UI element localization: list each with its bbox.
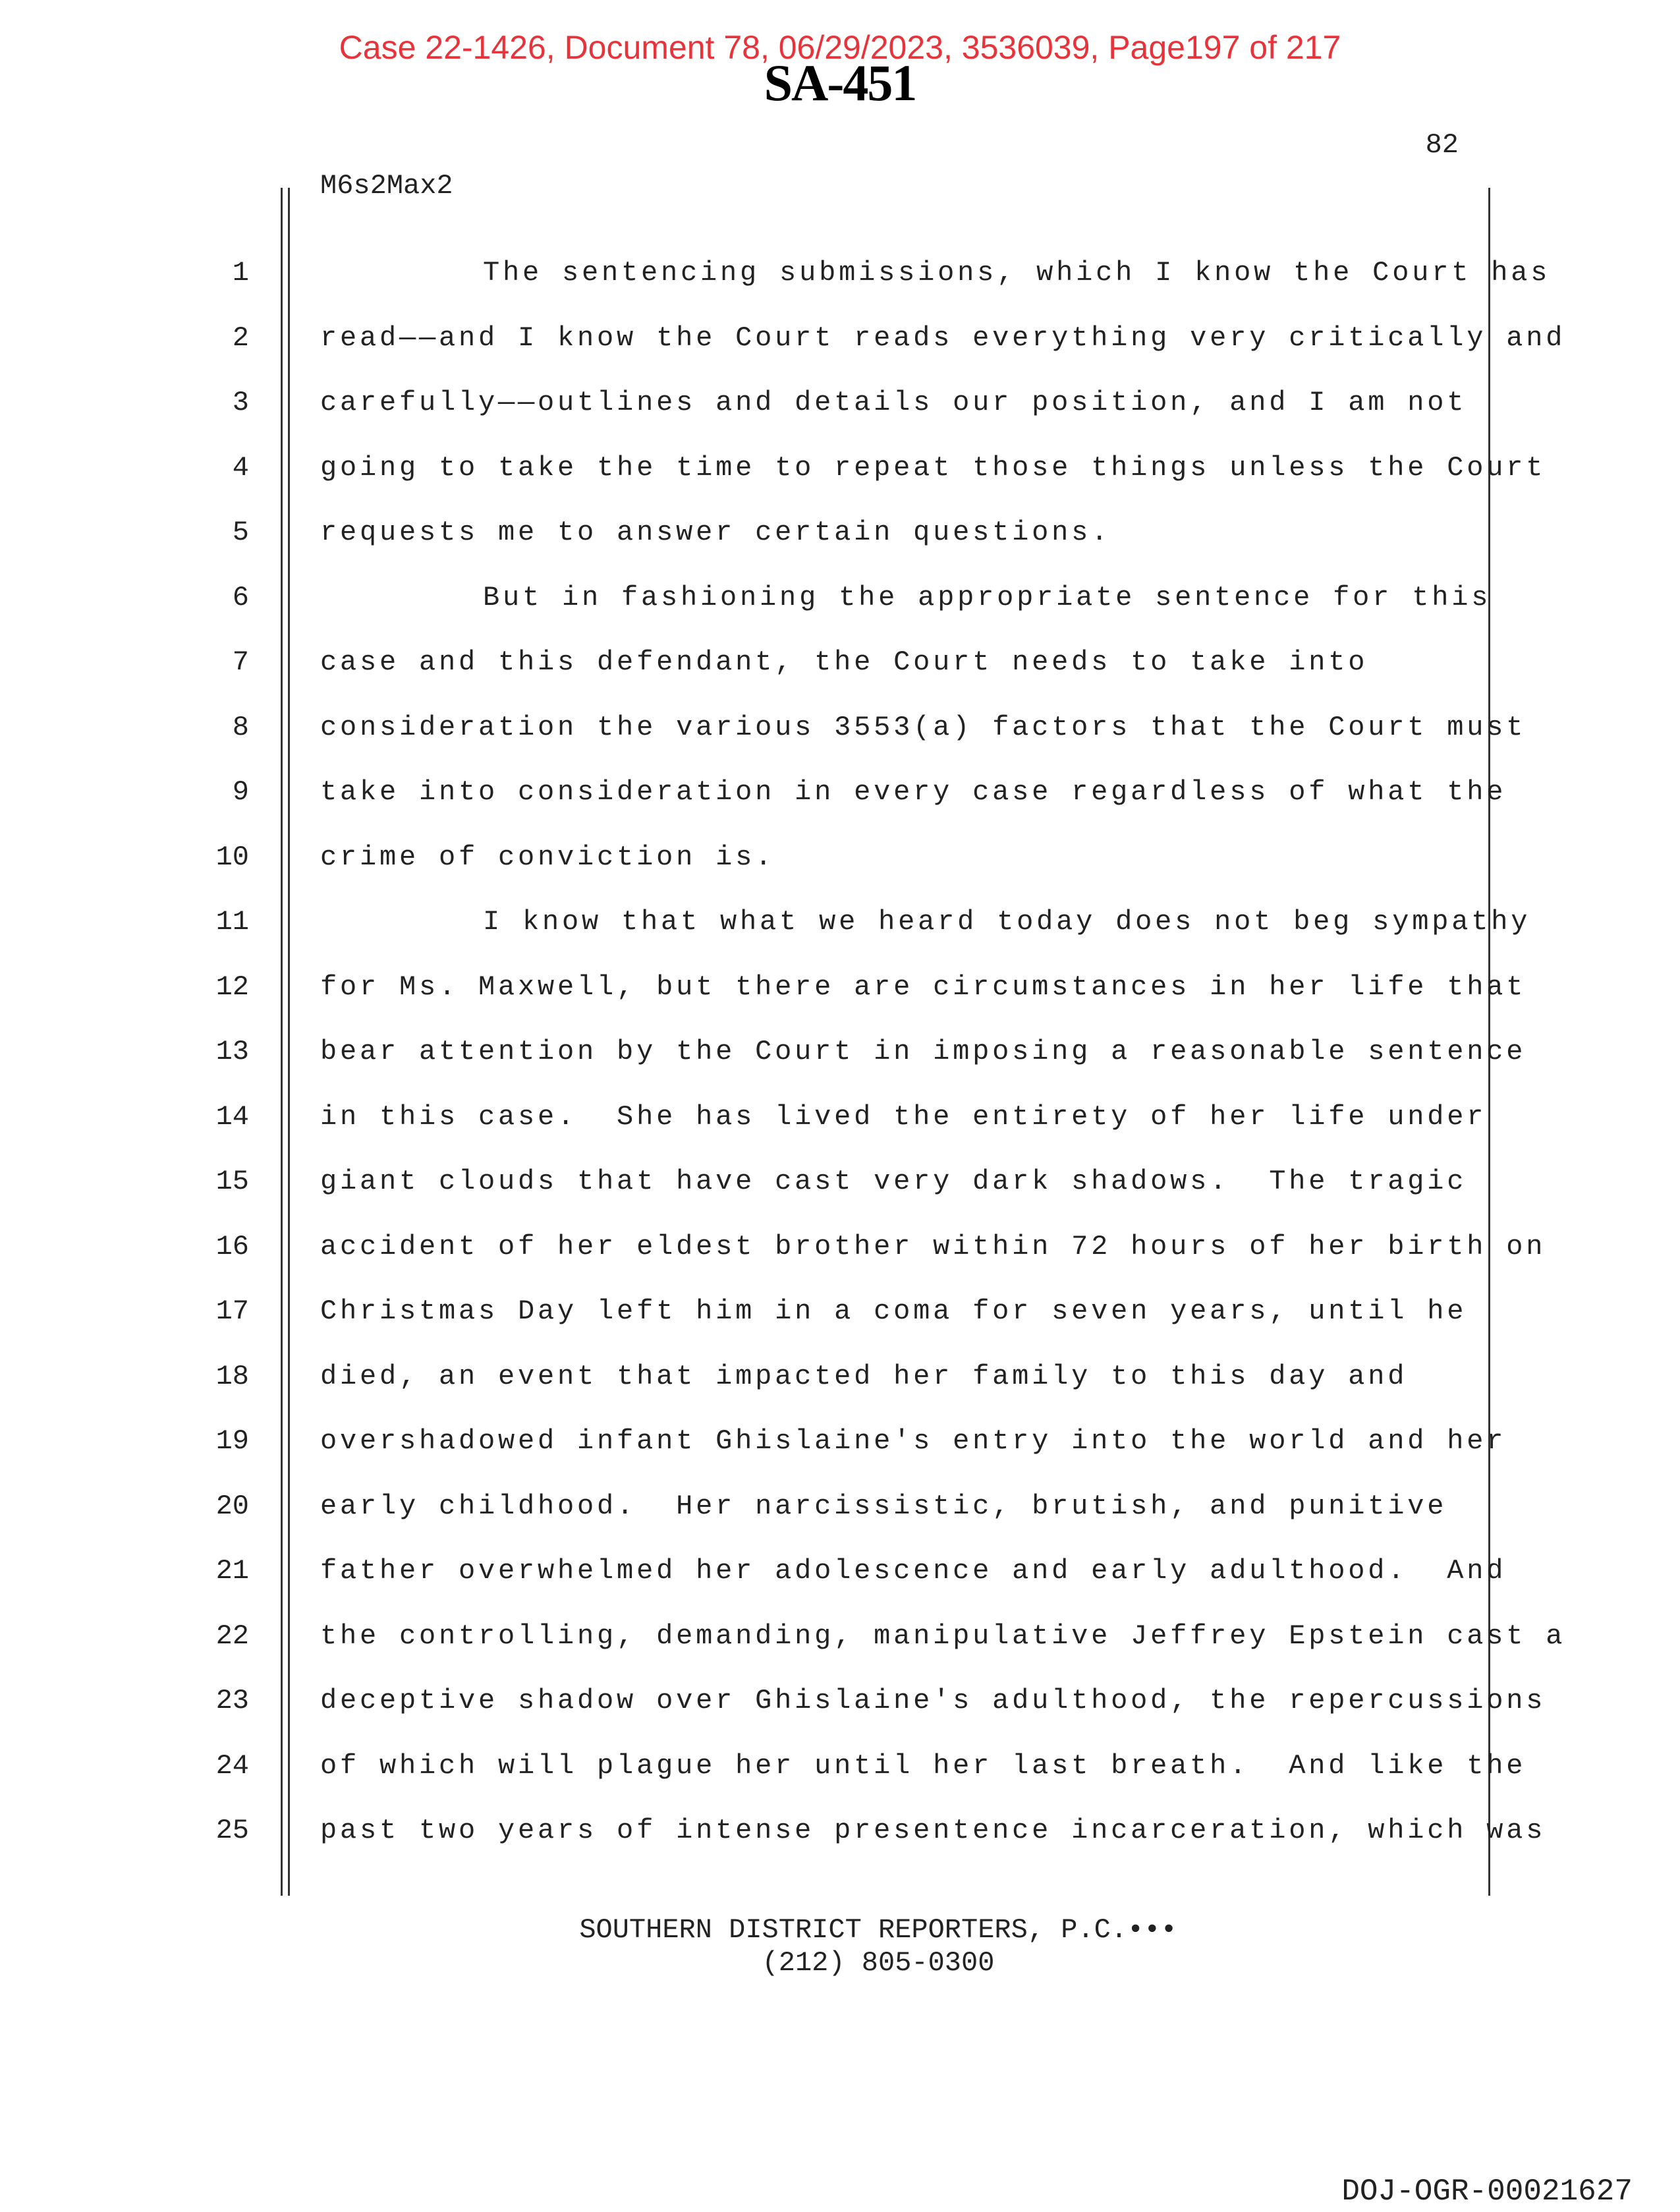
transcript-line: past two years of intense presentence incarceration, which was xyxy=(320,1815,1546,1846)
transcript-line: early childhood. Her narcissistic, brutish, and punitive xyxy=(320,1490,1447,1522)
line-number: 21 xyxy=(215,1555,249,1587)
line-number: 12 xyxy=(215,971,249,1003)
transcript-line: going to take the time to repeat those things unless the Court xyxy=(320,451,1546,484)
footer-phone: (212) 805-0300 xyxy=(762,1947,995,1979)
sa-page-number: SA-451 xyxy=(764,54,916,111)
transcript-line: Christmas Day left him in a coma for seven years, until he xyxy=(320,1295,1467,1327)
transcript-caption: M6s2Max2 xyxy=(320,170,453,202)
line-number: 13 xyxy=(215,1036,249,1067)
transcript-line: of which will plague her until her last breath. And like the xyxy=(320,1749,1526,1782)
transcript-line: I know that what we heard today does not beg sympathy xyxy=(483,906,1531,938)
line-number: 14 xyxy=(215,1100,249,1133)
line-number: 10 xyxy=(215,841,249,873)
transcript-line: crime of conviction is. xyxy=(320,841,775,873)
line-number: 8 xyxy=(232,711,249,743)
transcript-line: giant clouds that have cast very dark shadows. The tragic xyxy=(320,1166,1467,1197)
transcript-line: for Ms. Maxwell, but there are circumstances in her life that xyxy=(320,971,1526,1003)
case-header-stamp: Case 22-1426, Document 78, 06/29/2023, 3536039, Page197 of 217 xyxy=(339,29,1341,66)
transcript-line: died, an event that impacted her family to this day and xyxy=(320,1360,1408,1392)
transcript-line: accident of her eldest brother within 72 hours of her birth on xyxy=(320,1230,1546,1262)
line-number: 4 xyxy=(232,451,249,484)
transcript-line: read——and I know the Court reads everything very critically and xyxy=(320,322,1566,354)
line-number: 7 xyxy=(232,646,249,678)
transcript-page-number: 82 xyxy=(1425,129,1459,161)
line-number: 15 xyxy=(215,1166,249,1197)
left-margin-rule-inner xyxy=(288,188,290,1896)
line-number: 24 xyxy=(215,1749,249,1782)
line-number: 6 xyxy=(232,581,249,613)
line-number: 19 xyxy=(215,1425,249,1457)
line-number: 2 xyxy=(232,322,249,354)
line-number: 3 xyxy=(232,387,249,418)
transcript-line: carefully——outlines and details our position, and I am not xyxy=(320,387,1467,418)
transcript-line: case and this defendant, the Court needs to take into xyxy=(320,646,1368,678)
transcript-line: consideration the various 3553(a) factors that the Court must xyxy=(320,711,1526,743)
transcript-line: requests me to answer certain questions. xyxy=(320,517,1111,548)
transcript-line: The sentencing submissions, which I know the Court has xyxy=(483,257,1551,289)
left-margin-rule xyxy=(281,188,283,1896)
line-number: 20 xyxy=(215,1490,249,1522)
line-number: 9 xyxy=(232,776,249,808)
line-number: 1 xyxy=(232,257,249,289)
transcript-line: take into consideration in every case regardless of what the xyxy=(320,776,1507,808)
line-number: 18 xyxy=(215,1360,249,1392)
transcript-line: the controlling, demanding, manipulative Jeffrey Epstein cast a xyxy=(320,1620,1566,1652)
footer-reporter: SOUTHERN DISTRICT REPORTERS, P.C.••• xyxy=(579,1914,1177,1946)
line-number: 23 xyxy=(215,1685,249,1716)
transcript-line: father overwhelmed her adolescence and early adulthood. And xyxy=(320,1555,1507,1587)
transcript-line: deceptive shadow over Ghislaine's adulthood, the repercussions xyxy=(320,1685,1546,1716)
line-number: 17 xyxy=(215,1295,249,1327)
transcript-line: in this case. She has lived the entirety of her life under xyxy=(320,1100,1487,1133)
transcript-line: bear attention by the Court in imposing a reasonable sentence xyxy=(320,1036,1526,1067)
line-number: 22 xyxy=(215,1620,249,1652)
transcript-line: overshadowed infant Ghislaine's entry into the world and her xyxy=(320,1425,1507,1457)
line-number: 5 xyxy=(232,517,249,548)
line-number: 11 xyxy=(215,906,249,938)
transcript-line: But in fashioning the appropriate sentence for this xyxy=(483,581,1492,613)
line-number: 16 xyxy=(215,1230,249,1262)
bates-number: DOJ-OGR-00021627 xyxy=(1341,2174,1633,2209)
line-number: 25 xyxy=(215,1815,249,1846)
